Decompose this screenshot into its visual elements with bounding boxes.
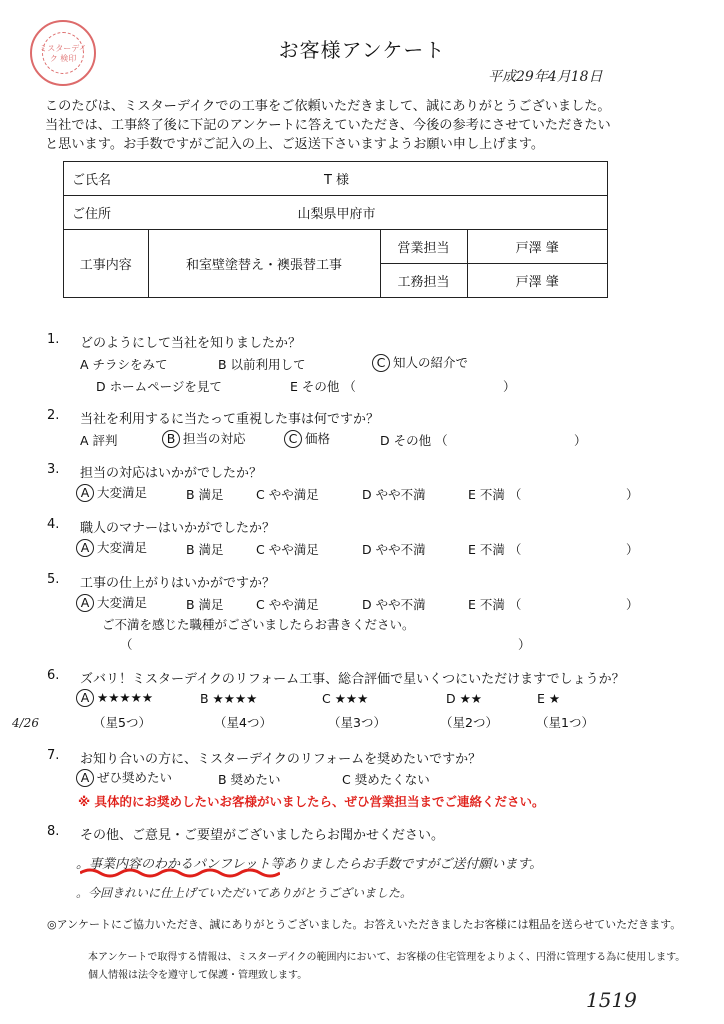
q6-option-a-stars: ★★★★★ <box>97 690 154 705</box>
q6-option-a <box>76 689 153 707</box>
q1-close-paren: ） <box>503 379 516 394</box>
q1-option-d: D ホームページを見て <box>96 379 222 394</box>
q4-selected-circle: A <box>76 539 94 557</box>
q7-option-c: C 奨めたくない <box>342 772 430 787</box>
q6-label-a: （星5つ） <box>93 715 151 730</box>
q7-option-a <box>76 768 172 787</box>
q6-label-c: （星3つ） <box>328 715 386 730</box>
q3-option-b: B 満足 <box>186 487 224 502</box>
q4-option-d: D やや不満 <box>362 542 426 557</box>
q2-option-b-label: 担当の対応 <box>183 431 246 446</box>
q6-label-d: （星2つ） <box>440 715 498 730</box>
q7-number: 7. <box>47 748 60 763</box>
intro-line-2: 当社では、工事終了後に下記のアンケートに答えていただき、今後の参考にさせていただきたい <box>45 118 611 133</box>
q2-option-a: A 評判 <box>80 433 118 448</box>
customer-name: T 様 <box>148 162 608 196</box>
name-label: ご氏名 <box>64 162 149 196</box>
q4-number: 4. <box>47 517 60 532</box>
q1-option-c <box>372 353 468 372</box>
q2-close-paren: ） <box>574 433 587 448</box>
q5-option-a <box>76 593 147 612</box>
red-wavy-underline <box>80 867 280 879</box>
customer-address: 山梨県甲府市 <box>148 196 608 230</box>
q7-option-a-label: ぜひ奨めたい <box>97 770 173 785</box>
q5-option-e: E 不満 （ <box>468 597 522 612</box>
q4-option-a-label: 大変満足 <box>97 540 148 555</box>
q1-option-c-label: 知人の紹介で <box>393 355 469 370</box>
q1-question: どのようにして当社を知りましたか？ <box>80 336 302 351</box>
q1-option-e: E その他 （ <box>290 379 356 394</box>
q5-option-b: B 満足 <box>186 597 224 612</box>
q2-question: 当社を利用するに当たって重視した事は何ですか？ <box>80 412 380 427</box>
q3-option-a-label: 大変満足 <box>97 485 148 500</box>
q4-question: 職人のマナーはいかがでしたか？ <box>80 521 276 536</box>
work-content: 和室壁塗替え・襖張替工事 <box>148 230 380 298</box>
page-title: お客様アンケート <box>278 38 446 62</box>
q5-selected-circle: A <box>76 594 94 612</box>
address-label: ご住所 <box>64 196 149 230</box>
intro-line-3: と思います。お手数ですがご記入の上、ご返送下さいますようお願い申し上げます。 <box>45 137 545 152</box>
sales-person: 戸澤 肇 <box>467 230 608 264</box>
q3-option-e: E 不満 （ <box>468 487 522 502</box>
customer-info-table <box>63 161 608 298</box>
q3-selected-circle: A <box>76 484 94 502</box>
q5-number: 5. <box>47 572 60 587</box>
q3-option-c: C やや満足 <box>256 487 319 502</box>
q5-sub-close-paren: ） <box>518 637 531 652</box>
q1-number: 1. <box>47 332 60 347</box>
q5-question: 工事の仕上がりはいかがですか？ <box>80 576 276 591</box>
q4-close-paren: ） <box>626 542 639 557</box>
q6-option-d: D ★★ <box>446 691 483 706</box>
q6-question: ズバリ！ミスターデイクのリフォーム工事、総合評価で星いくつにいただけますでしょうか？ <box>80 672 625 687</box>
q5-subquestion: ご不満を感じた職種がございましたらお書きください。 <box>102 617 415 632</box>
q4-option-c: C やや満足 <box>256 542 319 557</box>
sales-label: 営業担当 <box>380 230 467 264</box>
seal-text: ミスターデイク 検印 <box>39 44 87 63</box>
q6-label-b: （星4つ） <box>214 715 272 730</box>
q6-selected-circle: A <box>76 689 94 707</box>
q5-option-a-label: 大変満足 <box>97 595 148 610</box>
q4-option-a <box>76 538 147 557</box>
q3-number: 3. <box>47 462 60 477</box>
q2-number: 2. <box>47 408 60 423</box>
q8-question: その他、ご意見・ご要望がございましたらお聞かせください。 <box>80 828 445 843</box>
q3-option-d: D やや不満 <box>362 487 426 502</box>
q2-option-c <box>284 429 330 448</box>
q4-option-e: E 不満 （ <box>468 542 522 557</box>
q6-option-b: B ★★★★ <box>200 691 258 706</box>
works-label: 工務担当 <box>380 264 467 298</box>
margin-date-note: 4/26 <box>12 716 39 730</box>
q2-option-c-label: 価格 <box>305 431 331 446</box>
q7-selected-circle: A <box>76 769 94 787</box>
q7-option-b: B 奨めたい <box>218 772 281 787</box>
q7-red-note: ※ 具体的にお奨めしたいお客様がいましたら、ぜひ営業担当までご連絡ください。 <box>78 794 545 809</box>
q5-close-paren: ） <box>626 597 639 612</box>
privacy-line-1: 本アンケートで取得する情報は、ミスターデイクの範囲内において、お客様の住宅管理をよりよく、円滑に管理する為に使用します。 <box>88 952 686 963</box>
q8-number: 8. <box>47 824 60 839</box>
q2-selected-circle-b: B <box>162 430 180 448</box>
q6-label-e: （星1つ） <box>536 715 594 730</box>
page-number: 1519 <box>586 988 637 1012</box>
q2-option-d: D その他 （ <box>380 433 448 448</box>
q1-selected-circle: C <box>372 354 390 372</box>
q6-option-e: E ★ <box>537 691 561 706</box>
q1-option-a: A チラシをみて <box>80 357 168 372</box>
q3-option-a <box>76 483 147 502</box>
works-person: 戸澤 肇 <box>467 264 608 298</box>
q2-option-b <box>162 429 246 448</box>
q1-option-b: B 以前利用して <box>218 357 306 372</box>
q3-close-paren: ） <box>626 487 639 502</box>
work-label: 工事内容 <box>64 230 149 298</box>
q7-question: お知り合いの方に、ミスターデイクのリフォームを奨めたいですか？ <box>80 752 482 767</box>
q2-selected-circle-c: C <box>284 430 302 448</box>
q4-option-b: B 満足 <box>186 542 224 557</box>
q5-option-c: C やや満足 <box>256 597 319 612</box>
privacy-line-2: 個人情報は法令を遵守して保護・管理致します。 <box>88 970 308 981</box>
intro-line-1: このたびは、ミスターデイクでの工事をご依頼いただきまして、誠にありがとうございました。 <box>45 99 611 114</box>
q8-comment-line-2: 。今回きれいに仕上げていただいてありがとうございました。 <box>76 886 413 900</box>
q6-number: 6. <box>47 668 60 683</box>
q3-question: 担当の対応はいかがでしたか？ <box>80 466 263 481</box>
q5-option-d: D やや不満 <box>362 597 426 612</box>
footer-thanks: ◎アンケートにご協力いただき、誠にありがとうございました。お答えいただきましたお客様には粗品を送らせていただきます。 <box>47 918 682 931</box>
survey-date: 平成29年4月18日 <box>488 69 603 85</box>
q6-option-c: C ★★★ <box>322 691 369 706</box>
q5-sub-open-paren: （ <box>120 637 133 652</box>
q8-comment-line-1: 。事業内容のわかるパンフレット等ありましたらお手数ですがご送付願います。 <box>76 857 543 872</box>
